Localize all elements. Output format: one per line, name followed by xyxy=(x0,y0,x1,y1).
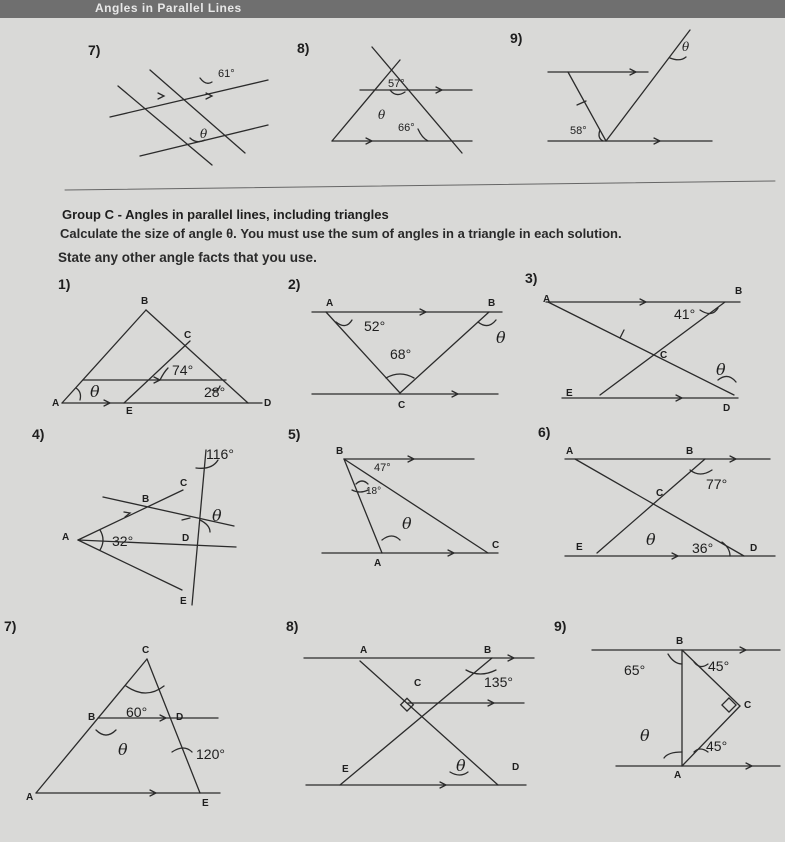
problem-1-angle-2: 28° xyxy=(204,384,226,400)
top-q9-angle: 58° xyxy=(570,125,587,137)
problem-5-angle-2: 18° xyxy=(366,486,382,497)
problem-9-angle-1: 65° xyxy=(624,662,646,678)
problem-8-point-D: D xyxy=(512,762,520,773)
problem-1-point-C: C xyxy=(184,330,192,341)
problem-6-point-B: B xyxy=(686,446,694,457)
diagram-top-q7 xyxy=(110,70,268,165)
diagram-problem-9 xyxy=(592,647,780,769)
top-q7-angle: 61° xyxy=(218,68,235,80)
problem-6-angle-2: 36° xyxy=(692,540,714,556)
problem-9-theta: θ xyxy=(640,726,650,745)
top-q9-theta: θ xyxy=(682,40,690,54)
problem-7-point-C: C xyxy=(142,645,150,656)
problem-6-point-A: A xyxy=(566,446,574,457)
problem-8-point-C: C xyxy=(414,678,422,689)
problem-4-point-A: A xyxy=(62,532,70,543)
problem-7-angle-2: 120° xyxy=(196,746,225,762)
top-q8-number: 8) xyxy=(297,40,310,56)
problem-3-number: 3) xyxy=(525,270,538,286)
diagram-problem-7 xyxy=(36,659,220,796)
problem-7-point-E: E xyxy=(202,798,209,809)
problem-9-point-C: C xyxy=(744,700,752,711)
problem-5-angle-1: 47° xyxy=(374,462,391,474)
problem-4-point-E: E xyxy=(180,596,187,607)
problem-5-point-A: A xyxy=(374,558,382,569)
problem-8-angle-1: 135° xyxy=(484,674,513,690)
problem-9-point-B: B xyxy=(676,636,684,647)
problem-6-theta: θ xyxy=(646,530,656,549)
problem-3-point-B: B xyxy=(735,286,743,297)
problem-4-point-C: C xyxy=(180,478,188,489)
problem-2-number: 2) xyxy=(288,276,301,292)
problem-2-point-A: A xyxy=(326,298,334,309)
problem-9-angle-3: 45° xyxy=(706,738,728,754)
problem-1-point-A: A xyxy=(52,398,60,409)
top-q8-angle-top: 57° xyxy=(388,78,405,90)
problem-7-theta: θ xyxy=(118,740,128,759)
problem-8-point-A: A xyxy=(360,645,368,656)
problem-5-theta: θ xyxy=(402,514,412,533)
diagram-problem-4 xyxy=(78,450,236,605)
problem-4-point-B: B xyxy=(142,494,150,505)
group-c-instruction-2: State any other angle facts that you use. xyxy=(58,250,317,265)
problem-2-angle-1: 52° xyxy=(364,318,386,334)
problem-2-point-B: B xyxy=(488,298,496,309)
top-q8-theta: θ xyxy=(378,108,386,122)
top-q9-number: 9) xyxy=(510,30,523,46)
problem-7-point-D: D xyxy=(176,712,184,723)
problem-4-angle-2: 32° xyxy=(112,533,134,549)
problem-5-point-C: C xyxy=(492,540,500,551)
problem-9-angle-2: 45° xyxy=(708,658,730,674)
group-c-instruction-1: Calculate the size of angle θ. You must use the sum of angles in a triangle in each solution. xyxy=(60,226,622,241)
problem-1-point-D: D xyxy=(264,398,272,409)
problem-1-angle-1: 74° xyxy=(172,362,194,378)
problem-3-point-D: D xyxy=(723,403,731,414)
diagram-problem-5 xyxy=(322,456,498,556)
diagram-top-q8 xyxy=(332,47,472,153)
problem-6-point-E: E xyxy=(576,542,583,553)
problem-7-number: 7) xyxy=(4,618,17,634)
problem-4-point-D: D xyxy=(182,533,190,544)
problem-6-number: 6) xyxy=(538,424,551,440)
problem-4-number: 4) xyxy=(32,426,45,442)
problem-6-point-C: C xyxy=(656,488,664,499)
problem-2-theta: θ xyxy=(496,328,506,347)
problem-3-point-E: E xyxy=(566,388,573,399)
problem-6-angle-1: 77° xyxy=(706,476,728,492)
problem-8-point-E: E xyxy=(342,764,349,775)
top-q7-number: 7) xyxy=(88,42,101,58)
problem-3-point-A: A xyxy=(543,294,551,305)
problem-9-point-A: A xyxy=(674,770,682,781)
problem-7-point-B: B xyxy=(88,712,96,723)
problem-8-theta: θ xyxy=(456,756,466,775)
problem-2-point-C: C xyxy=(398,400,406,411)
group-c-heading: Group C - Angles in parallel lines, including triangles xyxy=(62,207,389,222)
worksheet-title: Angles in Parallel Lines xyxy=(95,1,242,15)
problem-3-angle-1: 41° xyxy=(674,306,696,322)
problem-1-point-B: B xyxy=(141,296,149,307)
problem-1-point-E: E xyxy=(126,406,133,417)
problem-4-angle-1: 116° xyxy=(206,446,234,462)
diagram-problem-3 xyxy=(546,299,740,401)
problem-7-point-A: A xyxy=(26,792,34,803)
problem-9-number: 9) xyxy=(554,618,567,634)
problem-8-number: 8) xyxy=(286,618,299,634)
problem-5-point-B: B xyxy=(336,446,344,457)
problem-1-theta: θ xyxy=(90,382,100,401)
problem-6-point-D: D xyxy=(750,543,758,554)
problem-8-point-B: B xyxy=(484,645,492,656)
problem-3-theta: θ xyxy=(716,360,726,379)
problem-7-angle-1: 60° xyxy=(126,704,148,720)
problem-1-number: 1) xyxy=(58,276,71,292)
problem-4-theta: θ xyxy=(212,506,222,525)
diagram-problem-6 xyxy=(565,456,775,559)
problem-3-point-C: C xyxy=(660,350,668,361)
top-q7-theta: θ xyxy=(200,127,208,141)
top-q8-angle-bottom: 66° xyxy=(398,122,415,134)
problem-5-number: 5) xyxy=(288,426,301,442)
problem-2-angle-2: 68° xyxy=(390,346,412,362)
